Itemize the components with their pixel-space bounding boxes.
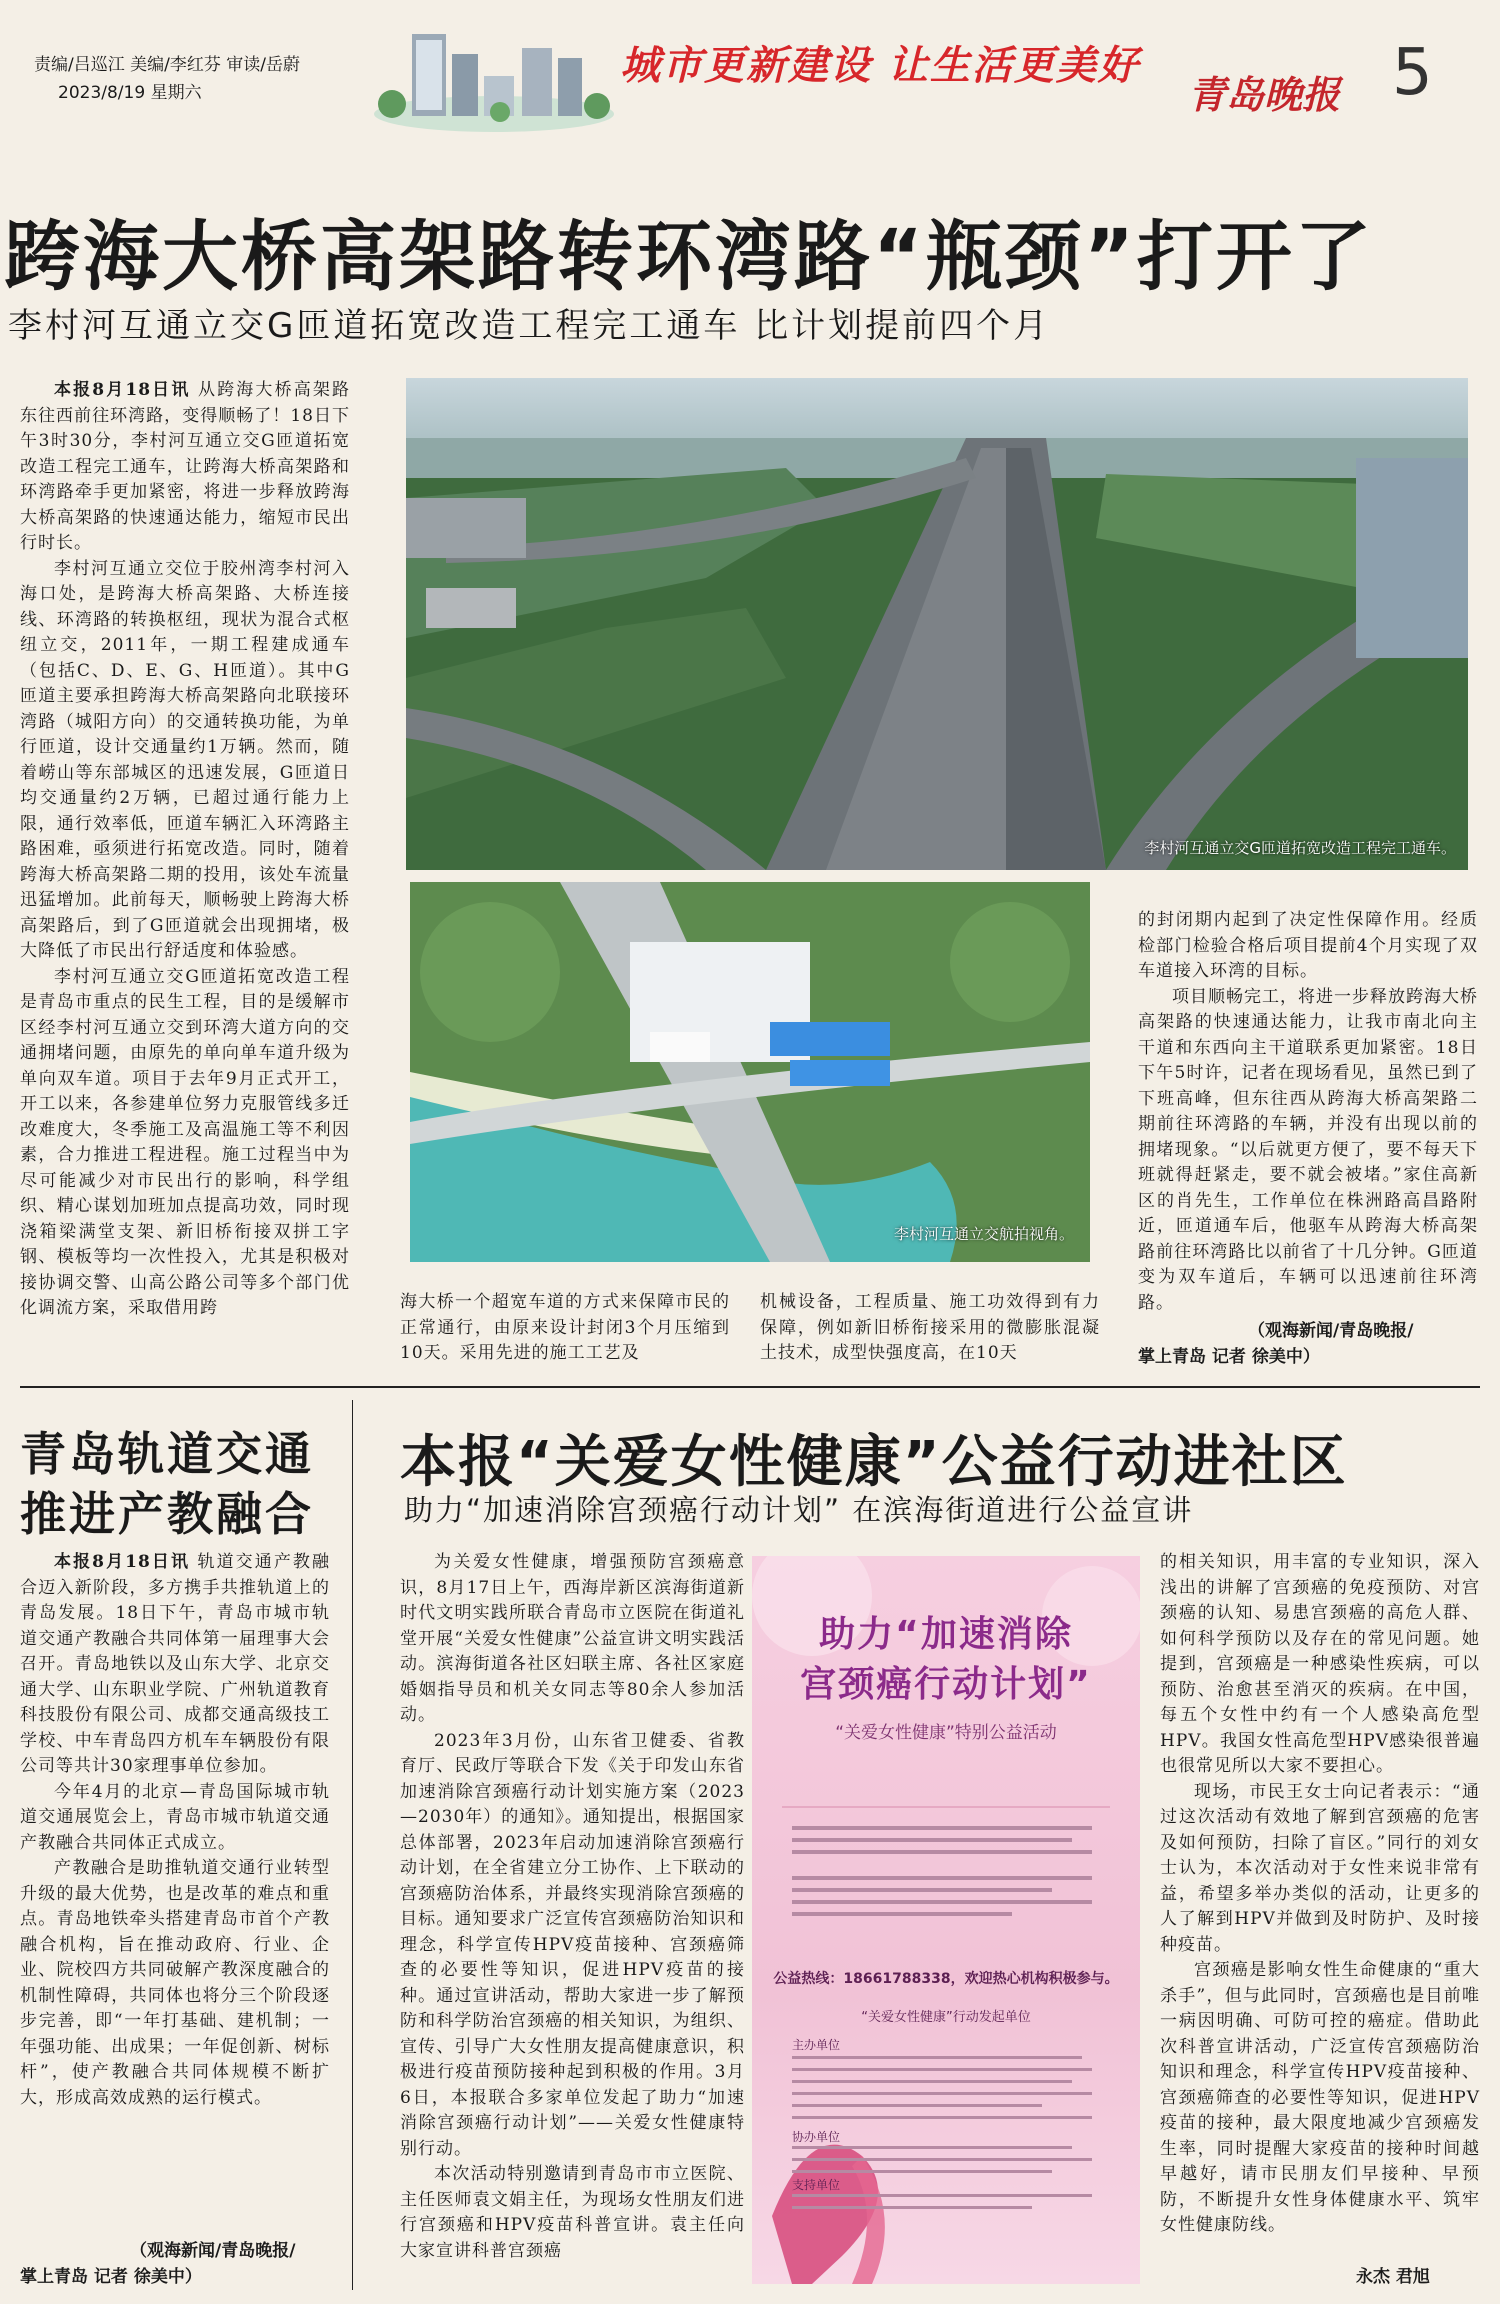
poster-label-coorganizer: 协办单位 — [792, 2130, 841, 2144]
story2-headline-line1: 青岛轨道交通 — [20, 1427, 314, 1481]
story3-subheadline: 助力“加速消除宫颈癌行动计划” 在滨海街道进行公益宣讲 — [404, 1493, 1194, 1527]
masthead-slogan: 城市更新建设 让生活更美好 — [620, 43, 1140, 89]
story3-byline: 永杰 君旭 — [1356, 2267, 1430, 2287]
section-divider — [20, 1386, 1480, 1388]
masthead-building-illustration — [372, 14, 617, 132]
story3-left-paragraph-1: 为关爱女性健康，增强预防宫颈癌意识，8月17日上午，西海岸新区滨海街道新时代文明实践所联合青岛市立医院在街道礼堂开展“关爱女性健康”公益宣讲文明实践活动。滨海街道各社区妇联主席、各社区家庭婚姻指导员和机关女同志等80余人参加活动。 — [400, 1552, 745, 1725]
poster-subtitle: “关爱女性健康”特别公益活动 — [835, 1723, 1057, 1743]
story3-left-paragraph-3: 本次活动特别邀请到青岛市市立医院、主任医师袁文娟主任，为现场女性朋友们进行宫颈癌和HPV疫苗科普宣讲。袁主任向大家宣讲科普宫颈癌 — [400, 2164, 745, 2261]
story1-column-2-text: 海大桥一个超宽车道的方式来保障市民的正常通行，由原来设计封闭3个月压缩到10天。采用先进的施工工艺及 — [400, 1292, 730, 1363]
story1-byline-source: （观海新闻/青岛晚报/ — [1248, 1321, 1414, 1341]
poster-label-supporter: 支持单位 — [792, 2178, 841, 2192]
masthead-page-number: 5 — [1392, 36, 1433, 110]
story3-right-column — [1160, 1550, 1480, 2250]
story1-column-3-text: 机械设备，工程质量、施工功效得到有力保障，例如新旧桥衔接采用的微膨胀混凝土技术，成型快强度高，在10天 — [760, 1292, 1100, 1363]
story2-body — [20, 1550, 330, 2230]
column-divider — [352, 1400, 353, 2290]
story1-column-3 — [760, 1290, 1100, 1380]
story2-lead: 本报8月18日讯 — [54, 1552, 191, 1572]
story2-headline-line2: 推进产教融合 — [20, 1487, 314, 1541]
story1-column-1 — [20, 378, 350, 1378]
story3-left-column — [400, 1550, 745, 2290]
story3-left-paragraph-2: 2023年3月份，山东省卫健委、省教育厅、民政厅等联合下发《关于印发山东省加速消除宫颈癌行动计划实施方案（2023—2030年）的通知》。通知提出，根据国家总体部署，2023年启动加速消除宫颈癌行动计划，在全省建立分工协作、上下联动的宫颈癌防治体系，并最终实现消除宫颈癌的目标。通知要求广泛宣传宫颈癌防治知识和理念，科学宣传HPV疫苗接种、宫颈癌筛查的必要性等知识，促进HPV疫苗的接种。通过宣讲活动，帮助大家进一步了解预防和科学防治宫颈癌的相关知识，为组织、宣传、引导广大女性朋友提高健康意识，积极进行疫苗预防接种起到积极的作用。3月6日，本报联合多家单位发起了助力“加速消除宫颈癌行动计划”——关爱女性健康特别行动。 — [400, 1730, 745, 2159]
story1-lead: 本报8月18日讯 — [54, 380, 191, 400]
masthead-date: 2023/8/19 星期六 — [58, 83, 202, 103]
story1-byline-reporter: 掌上青岛 记者 徐美中） — [1138, 1347, 1320, 1367]
story1-column-4 — [1138, 908, 1478, 1318]
poster-label-organizer: 主办单位 — [792, 2038, 841, 2052]
poster-title-line1: 助力“加速消除 — [819, 1614, 1073, 1655]
story1-paragraph-2: 李村河互通立交位于胶州湾李村河入海口处，是跨海大桥高架路、大桥连接线、环湾路的转换枢纽，现状为混合式枢纽立交，2011年，一期工程建成通车（包括C、D、E、G、H匝道）。其中G匝道主要承担跨海大桥高架路向北联接环湾路（城阳方向）的交通转换功能，为单行匝道，设计交通量约1万辆。然而，随着崂山等东部城区的迅速发展，G匝道日均交通量约2万辆，已超过通行能力上限，通行效率低，匝道车辆汇入环湾路主路困难，亟须进行拓宽改造。同时，随着跨海大桥高架路二期的投用，该处车流量迅猛增加。此前每天，顺畅驶上跨海大桥高架路后，到了G匝道就会出现拥堵，极大降低了市民出行舒适度和体验感。 — [20, 558, 350, 961]
story2-byline-reporter: 掌上青岛 记者 徐美中） — [20, 2267, 202, 2287]
story1-aerial-render — [410, 882, 1090, 1262]
story1-paragraph-1 — [20, 378, 350, 557]
story3-headline: 本报“关爱女性健康”公益行动进社区 — [400, 1430, 1348, 1495]
story3-right-paragraph-3: 宫颈癌是影响女性生命健康的“重大杀手”，但与此同时，宫颈癌也是目前唯一病因明确、可防可控的癌症。借助此次科普宣讲活动，广泛宣传宫颈癌防治知识和理念，科学宣传HPV疫苗接种、宫颈癌筛查的必要性等知识，促进HPV疫苗的接种，最大限度地减少宫颈癌发生率，同时提醒大家疫苗的接种时间越早越好，请市民朋友们早接种、早预防，不断提升女性身体健康水平、筑牢女性健康防线。 — [1160, 1960, 1480, 2235]
story1-headline: 跨海大桥高架路转环湾路“瓶颈”打开了 — [4, 212, 1374, 301]
story3-right-paragraph-1: 的相关知识，用丰富的专业知识，深入浅出的讲解了宫颈癌的免疫预防、对宫颈癌的认知、易患宫颈癌的高危人群、如何科学预防以及存在的常见问题。她提到，宫颈癌是一种感染性疾病，可以预防、治愈甚至消灭的疾病。在中国，每五个女性中约有一个人感染高危型HPV。我国女性高危型HPV感染很普遍也很常见所以大家不要担心。 — [1160, 1552, 1480, 1776]
poster-small-heading: “关爱女性健康”行动发起单位 — [861, 2010, 1031, 2025]
story2-byline-source: （观海新闻/青岛晚报/ — [130, 2241, 296, 2261]
story1-aerial-photo — [406, 378, 1468, 870]
story2-paragraph-2: 今年4月的北京—青岛国际城市轨道交通展览会上，青岛市城市轨道交通产教融合共同体正式成立。 — [20, 1781, 330, 1853]
story2-paragraph-1 — [20, 1550, 330, 1780]
story1-paragraph-3: 李村河互通立交G匝道拓宽改造工程是青岛市重点的民生工程，目的是缓解市区经李村河互通立交到环湾大道方向的交通拥堵问题，由原先的单向单车道升级为单向双车道。项目于去年9月正式开工，开工以来，各参建单位努力克服管线多迁改难度大，冬季施工及高温施工等不利因素，合力推进工程进程。施工过程当中为尽可能减少对市民出行的影响，科学组织、精心谋划加班加点提高功效，同时现浇箱梁满堂支架、新旧桥衔接双拼工字钢、模板等均一次性投入，尤其是积极对接协调交警、山高公路公司等多个部门优化调流方案，采取借用跨 — [20, 966, 350, 1318]
story2-paragraph-3: 产教融合是助推轨道交通行业转型升级的最大优势，也是改革的难点和重点。青岛地铁牵头搭建青岛市首个产教融合机构，旨在推动政府、行业、企业、院校四方共同破解产教深度融合的机制性障碍，共同体也将分三个阶段逐步完善，即“一年打基础、建机制；一年强功能、出成果；一年促创新、树标杆”，使产教融合共同体规模不断扩大，形成高效成熟的运行模式。 — [20, 1858, 330, 2108]
story1-photo2-caption: 李村河互通立交航拍视角。 — [893, 1225, 1074, 1243]
story1-column-4-paragraph-1: 的封闭期内起到了决定性保障作用。经质检部门检验合格后项目提前4个月实现了双车道接入环湾的目标。 — [1138, 910, 1478, 981]
poster-title-line2: 宫颈癌行动计划” — [800, 1664, 1092, 1705]
story2-text: 轨道交通产教融合迈入新阶段，多方携手共推轨道上的青岛发展。18日下午，青岛市城市轨道交通产教融合共同体第一届理事大会召开。青岛地铁以及山东大学、北京交通大学、山东职业学院、广州轨道教育科技股份有限公司、成都交通高级技工学校、中车青岛四方机车车辆股份有限公司等共计30家理事单位参加。 — [20, 1552, 330, 1776]
masthead-paper-name: 青岛晚报 — [1188, 72, 1341, 117]
story1-text: 从跨海大桥高架路东往西前往环湾路，变得顺畅了！18日下午3时30分，李村河互通立交G匝道拓宽改造工程完工通车，让跨海大桥高架路和环湾路牵手更加紧密，将进一步释放跨海大桥高架路的快速通达能力，缩短市民出行时长。 — [20, 380, 350, 553]
story1-column-4-paragraph-2: 项目顺畅完工，将进一步释放跨海大桥高架路的快速通达能力，让我市南北向主干道和东西向主干道联系更加紧密。18日下午5时许，记者在现场看见，虽然已到了下班高峰，但东往西从跨海大桥高架路二期前往环湾路的车辆，并没有出现以前的拥堵现象。“以后就更方便了，要不每天下班就得赶紧走，要不就会被堵。”家住高新区的肖先生，工作单位在株洲路高昌路附近，匝道通车后，他驱车从跨海大桥高架路前往环湾路比以前省了十几分钟。G匝道变为双车道后，车辆可以迅速前往环湾路。 — [1138, 986, 1478, 1313]
story3-right-paragraph-2: 现场，市民王女士向记者表示：“通过这次活动有效地了解到宫颈癌的危害及如何预防，扫除了盲区。”同行的刘女士认为，本次活动对于女性来说非常有益，希望多举办类似的活动，让更多的人了解到HPV并做到及时防护、及时接种疫苗。 — [1160, 1781, 1480, 1955]
story1-subheadline: 李村河互通立交G匝道拓宽改造工程完工通车 比计划提前四个月 — [8, 306, 1051, 346]
masthead-editors: 责编/吕巡江 美编/李红芬 审读/岳蔚 — [34, 55, 300, 75]
story1-photo1-caption: 李村河互通立交G匝道拓宽改造工程完工通车。 — [1144, 839, 1456, 857]
story1-column-2 — [400, 1290, 730, 1380]
poster-hotline: 公益热线：18661788338，欢迎热心机构积极参与。 — [773, 1971, 1119, 1987]
story3-poster — [752, 1556, 1140, 2284]
